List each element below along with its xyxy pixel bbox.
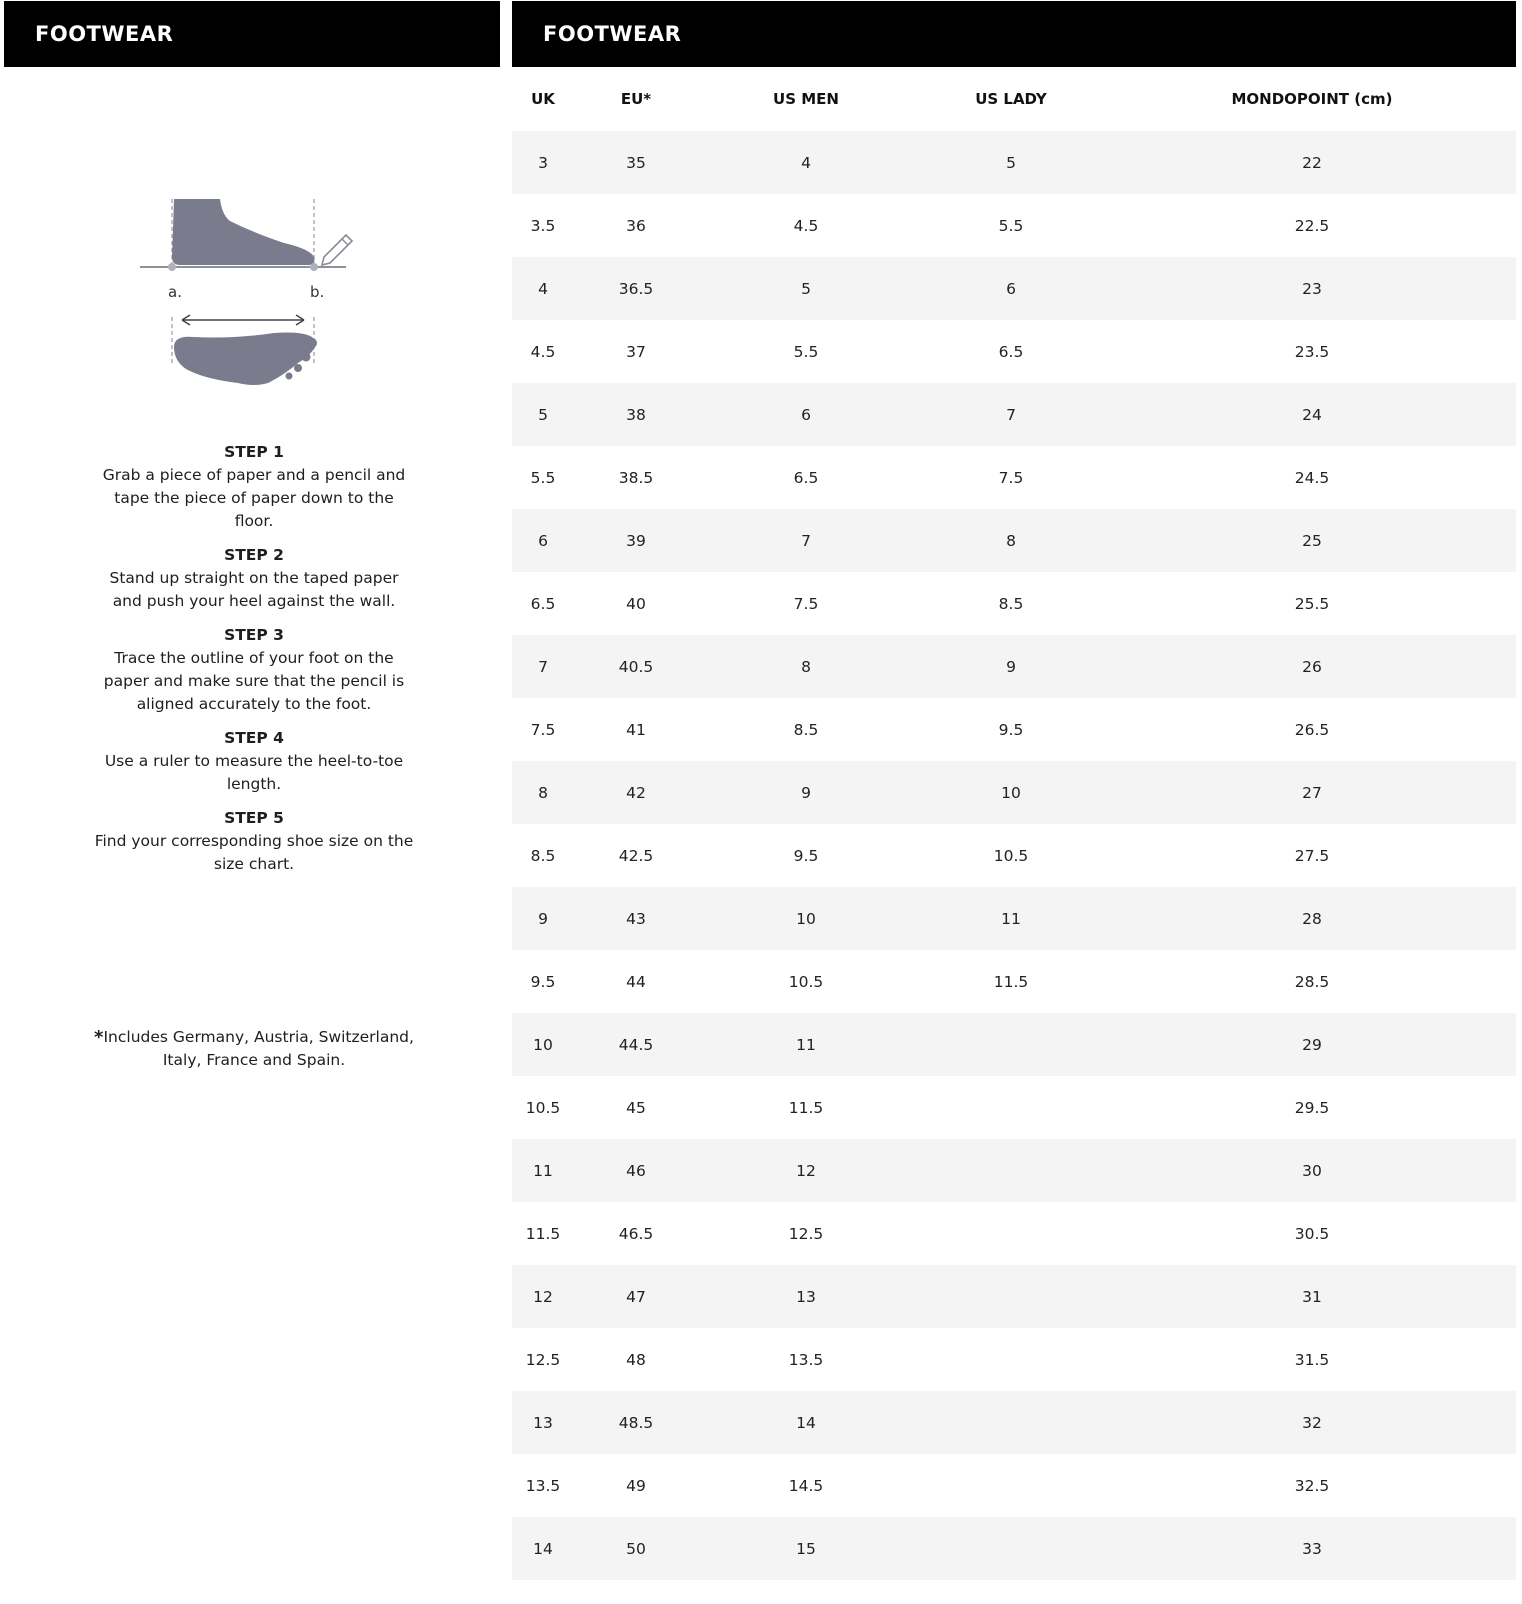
us-men-cell: 10 xyxy=(698,887,914,950)
uk-cell: 5.5 xyxy=(512,446,574,509)
mondopoint-cell: 32 xyxy=(1108,1391,1516,1454)
table-header-row xyxy=(512,67,1516,131)
us-men-cell: 10.5 xyxy=(698,950,914,1013)
table-row xyxy=(512,1517,1516,1580)
mondopoint-cell: 24.5 xyxy=(1108,446,1516,509)
mondopoint-cell: 22.5 xyxy=(1108,194,1516,257)
eu-cell: 45 xyxy=(574,1076,698,1139)
mondopoint-cell: 31 xyxy=(1108,1265,1516,1328)
us-men-cell: 9.5 xyxy=(698,824,914,887)
measuring-guide-panel xyxy=(4,1,500,1601)
col-header-us-lady: US LADY xyxy=(975,90,1047,108)
table-row xyxy=(512,1013,1516,1076)
uk-cell: 9.5 xyxy=(512,950,574,1013)
mondopoint-cell: 31.5 xyxy=(1108,1328,1516,1391)
step-title: STEP 3 xyxy=(224,626,284,644)
step-text: Trace the outline of your foot on the paper and make sure that the pencil is aligned accurately to the foot. xyxy=(103,649,405,713)
mondopoint-cell: 25.5 xyxy=(1108,572,1516,635)
uk-cell: 14 xyxy=(512,1517,574,1580)
us-lady-cell xyxy=(914,1454,1108,1517)
size-table-body xyxy=(512,131,1516,1580)
us-men-cell: 5.5 xyxy=(698,320,914,383)
measuring-steps xyxy=(94,441,414,887)
step-title: STEP 5 xyxy=(224,809,284,827)
size-chart-header xyxy=(512,1,1516,67)
us-lady-cell xyxy=(914,1517,1108,1580)
mondopoint-cell: 27 xyxy=(1108,761,1516,824)
us-lady-cell xyxy=(914,1202,1108,1265)
us-lady-cell: 7.5 xyxy=(914,446,1108,509)
mondopoint-cell: 28 xyxy=(1108,887,1516,950)
mondopoint-cell: 26.5 xyxy=(1108,698,1516,761)
step-1 xyxy=(94,441,414,533)
us-lady-cell: 11 xyxy=(914,887,1108,950)
table-row xyxy=(512,572,1516,635)
eu-cell: 36 xyxy=(574,194,698,257)
footnote-asterisk: * xyxy=(94,1027,104,1048)
size-chart-title: FOOTWEAR xyxy=(543,22,682,46)
us-lady-cell: 5 xyxy=(914,131,1108,194)
uk-cell: 10.5 xyxy=(512,1076,574,1139)
table-row xyxy=(512,446,1516,509)
uk-cell: 7.5 xyxy=(512,698,574,761)
uk-cell: 8.5 xyxy=(512,824,574,887)
eu-cell: 42.5 xyxy=(574,824,698,887)
us-men-cell: 8.5 xyxy=(698,698,914,761)
us-lady-cell xyxy=(914,1076,1108,1139)
us-men-cell: 5 xyxy=(698,257,914,320)
table-row xyxy=(512,509,1516,572)
label-b: b. xyxy=(310,283,325,301)
us-men-cell: 11.5 xyxy=(698,1076,914,1139)
size-chart-panel xyxy=(512,1,1516,1601)
guide-header xyxy=(4,1,500,67)
us-men-cell: 12.5 xyxy=(698,1202,914,1265)
eu-cell: 35 xyxy=(574,131,698,194)
eu-cell: 40.5 xyxy=(574,635,698,698)
label-a: a. xyxy=(168,283,182,301)
step-text: Stand up straight on the taped paper and push your heel against the wall. xyxy=(109,569,399,610)
table-row xyxy=(512,1265,1516,1328)
us-lady-cell: 7 xyxy=(914,383,1108,446)
col-header-eu: EU* xyxy=(620,90,652,108)
table-row xyxy=(512,698,1516,761)
step-title: STEP 4 xyxy=(224,729,284,747)
step-text: Find your corresponding shoe size on the size chart. xyxy=(94,832,414,873)
uk-cell: 9 xyxy=(512,887,574,950)
uk-cell: 11 xyxy=(512,1139,574,1202)
us-men-cell: 12 xyxy=(698,1139,914,1202)
eu-cell: 36.5 xyxy=(574,257,698,320)
table-row xyxy=(512,1454,1516,1517)
eu-cell: 48 xyxy=(574,1328,698,1391)
table-row xyxy=(512,761,1516,824)
eu-cell: 46 xyxy=(574,1139,698,1202)
us-lady-cell: 5.5 xyxy=(914,194,1108,257)
uk-cell: 6.5 xyxy=(512,572,574,635)
us-men-cell: 8 xyxy=(698,635,914,698)
table-row xyxy=(512,194,1516,257)
uk-cell: 3.5 xyxy=(512,194,574,257)
eu-cell: 43 xyxy=(574,887,698,950)
eu-cell: 40 xyxy=(574,572,698,635)
us-lady-cell: 8 xyxy=(914,509,1108,572)
step-5 xyxy=(94,807,414,876)
pencil-icon xyxy=(322,235,352,265)
eu-cell: 50 xyxy=(574,1517,698,1580)
mondopoint-cell: 26 xyxy=(1108,635,1516,698)
uk-cell: 11.5 xyxy=(512,1202,574,1265)
eu-cell: 38.5 xyxy=(574,446,698,509)
us-men-cell: 4.5 xyxy=(698,194,914,257)
table-row xyxy=(512,1076,1516,1139)
eu-footnote xyxy=(94,1026,414,1072)
mondopoint-cell: 33 xyxy=(1108,1517,1516,1580)
table-row xyxy=(512,1391,1516,1454)
uk-cell: 8 xyxy=(512,761,574,824)
us-men-cell: 11 xyxy=(698,1013,914,1076)
uk-cell: 7 xyxy=(512,635,574,698)
mondopoint-cell: 30 xyxy=(1108,1139,1516,1202)
mondopoint-cell: 28.5 xyxy=(1108,950,1516,1013)
eu-cell: 44 xyxy=(574,950,698,1013)
mondopoint-cell: 29.5 xyxy=(1108,1076,1516,1139)
us-lady-cell: 6.5 xyxy=(914,320,1108,383)
us-men-cell: 7 xyxy=(698,509,914,572)
mondopoint-cell: 24 xyxy=(1108,383,1516,446)
uk-cell: 4.5 xyxy=(512,320,574,383)
us-men-cell: 7.5 xyxy=(698,572,914,635)
table-row xyxy=(512,257,1516,320)
mondopoint-cell: 32.5 xyxy=(1108,1454,1516,1517)
eu-cell: 38 xyxy=(574,383,698,446)
footnote-text: Includes Germany, Austria, Switzerland, Italy, France and Spain. xyxy=(103,1028,414,1069)
us-lady-cell: 10.5 xyxy=(914,824,1108,887)
us-men-cell: 4 xyxy=(698,131,914,194)
uk-cell: 3 xyxy=(512,131,574,194)
step-text: Use a ruler to measure the heel-to-toe length. xyxy=(104,752,404,793)
table-row xyxy=(512,383,1516,446)
us-lady-cell xyxy=(914,1013,1108,1076)
table-row xyxy=(512,1328,1516,1391)
eu-cell: 46.5 xyxy=(574,1202,698,1265)
us-men-cell: 6 xyxy=(698,383,914,446)
table-row xyxy=(512,320,1516,383)
step-4 xyxy=(94,727,414,796)
uk-cell: 12.5 xyxy=(512,1328,574,1391)
col-header-uk: UK xyxy=(531,90,555,108)
table-row xyxy=(512,635,1516,698)
uk-cell: 13 xyxy=(512,1391,574,1454)
us-men-cell: 6.5 xyxy=(698,446,914,509)
mondopoint-cell: 27.5 xyxy=(1108,824,1516,887)
col-header-mondopoint: MONDOPOINT (cm) xyxy=(1231,90,1393,108)
us-lady-cell xyxy=(914,1139,1108,1202)
eu-cell: 42 xyxy=(574,761,698,824)
us-lady-cell: 11.5 xyxy=(914,950,1108,1013)
mondopoint-cell: 23.5 xyxy=(1108,320,1516,383)
uk-cell: 6 xyxy=(512,509,574,572)
us-men-cell: 13 xyxy=(698,1265,914,1328)
us-lady-cell: 8.5 xyxy=(914,572,1108,635)
guide-title: FOOTWEAR xyxy=(35,22,174,46)
table-row xyxy=(512,1202,1516,1265)
table-row xyxy=(512,1139,1516,1202)
table-row xyxy=(512,824,1516,887)
size-table xyxy=(512,67,1516,1580)
us-lady-cell xyxy=(914,1328,1108,1391)
uk-cell: 5 xyxy=(512,383,574,446)
eu-cell: 39 xyxy=(574,509,698,572)
table-row xyxy=(512,887,1516,950)
mondopoint-cell: 25 xyxy=(1108,509,1516,572)
uk-cell: 4 xyxy=(512,257,574,320)
mondopoint-cell: 22 xyxy=(1108,131,1516,194)
us-men-cell: 14.5 xyxy=(698,1454,914,1517)
col-header-us-men: US MEN xyxy=(773,90,839,108)
step-2 xyxy=(94,544,414,613)
mondopoint-cell: 29 xyxy=(1108,1013,1516,1076)
us-lady-cell: 10 xyxy=(914,761,1108,824)
table-row xyxy=(512,131,1516,194)
mondopoint-cell: 30.5 xyxy=(1108,1202,1516,1265)
us-men-cell: 15 xyxy=(698,1517,914,1580)
us-men-cell: 9 xyxy=(698,761,914,824)
foot-measure-illustration xyxy=(134,197,374,397)
eu-cell: 41 xyxy=(574,698,698,761)
eu-cell: 48.5 xyxy=(574,1391,698,1454)
step-3 xyxy=(94,624,414,716)
us-lady-cell: 9.5 xyxy=(914,698,1108,761)
table-row xyxy=(512,950,1516,1013)
us-lady-cell xyxy=(914,1265,1108,1328)
us-lady-cell: 6 xyxy=(914,257,1108,320)
uk-cell: 10 xyxy=(512,1013,574,1076)
us-lady-cell: 9 xyxy=(914,635,1108,698)
foot-side-icon xyxy=(140,199,346,271)
eu-cell: 49 xyxy=(574,1454,698,1517)
eu-cell: 37 xyxy=(574,320,698,383)
step-title: STEP 1 xyxy=(224,443,284,461)
us-men-cell: 13.5 xyxy=(698,1328,914,1391)
eu-cell: 47 xyxy=(574,1265,698,1328)
us-men-cell: 14 xyxy=(698,1391,914,1454)
step-title: STEP 2 xyxy=(224,546,284,564)
uk-cell: 13.5 xyxy=(512,1454,574,1517)
step-text: Grab a piece of paper and a pencil and tape the piece of paper down to the floor. xyxy=(102,466,406,530)
uk-cell: 12 xyxy=(512,1265,574,1328)
foot-top-icon xyxy=(172,315,317,385)
eu-cell: 44.5 xyxy=(574,1013,698,1076)
mondopoint-cell: 23 xyxy=(1108,257,1516,320)
us-lady-cell xyxy=(914,1391,1108,1454)
